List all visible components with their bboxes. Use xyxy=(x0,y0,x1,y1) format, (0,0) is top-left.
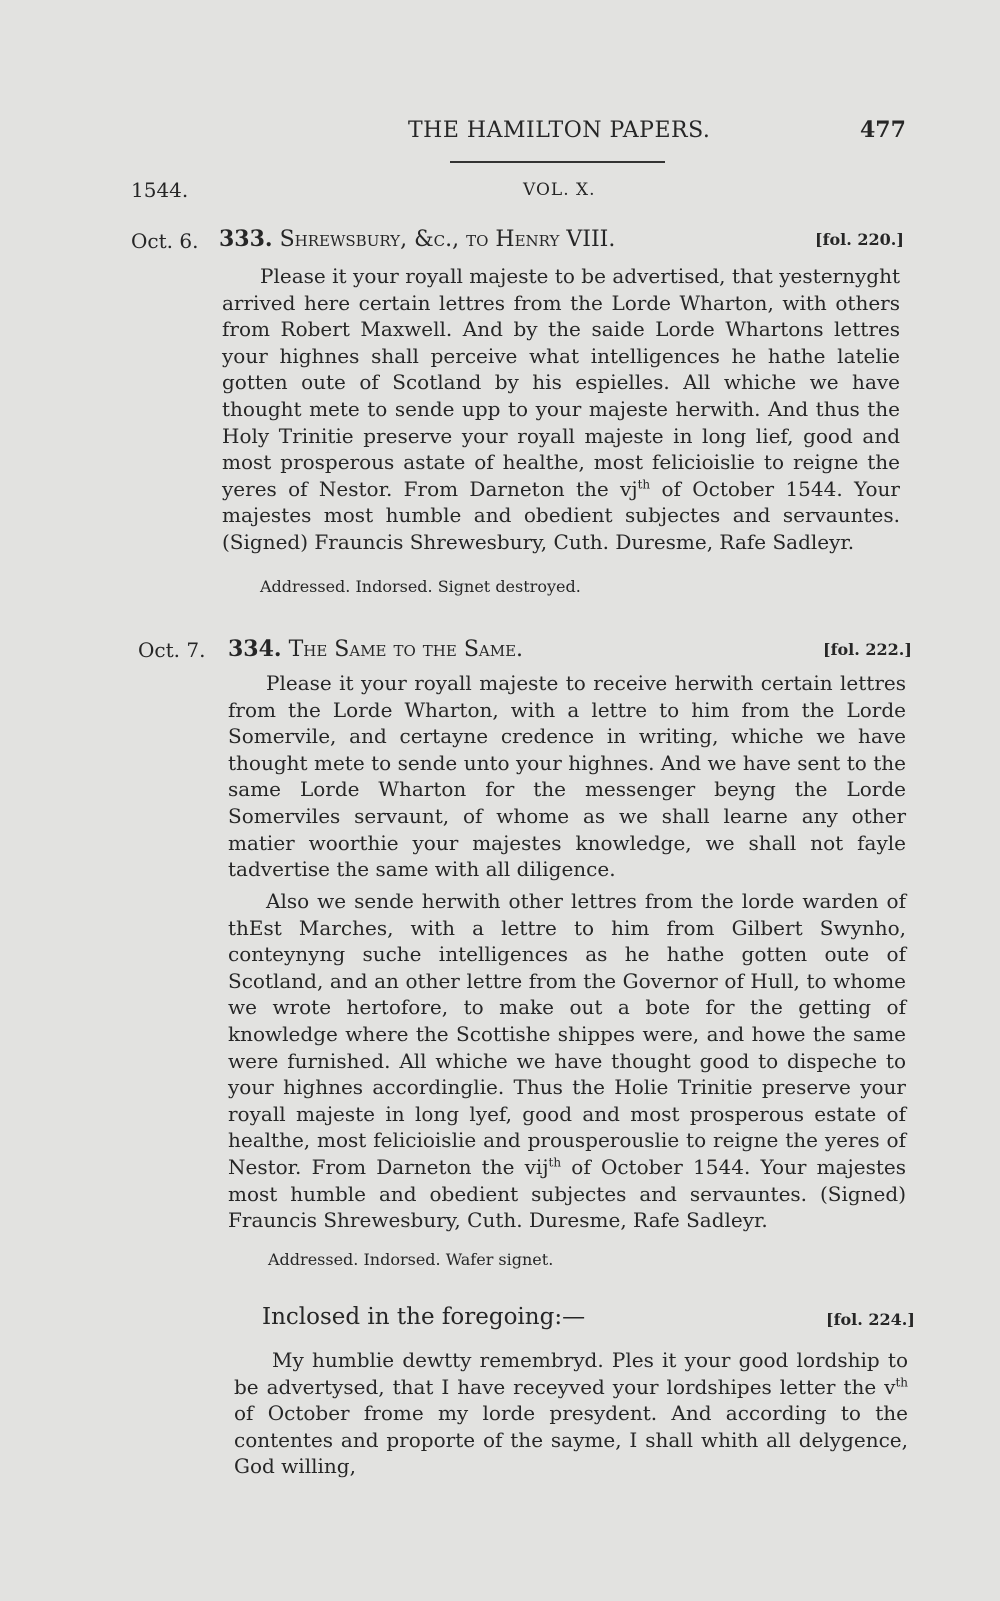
entry-heading xyxy=(219,226,615,252)
letter-paragraph: My humblie dewtty remembryd. Ples it your good lordship to be advertysed, that I have receyved your lordshipes letter the $v^{th}$ of October frome my lorde presydent. And according to the contentes and proporte of the sayme, I shall whith all delygence, God willing, xyxy=(234,1348,908,1479)
entry-title: The Same to the Same. xyxy=(288,637,524,662)
folio-reference: [fol. 222.] xyxy=(823,640,912,659)
entry-number: 334. xyxy=(228,636,282,662)
entry-date: Oct. 7. xyxy=(138,638,206,662)
volume-label: VOL. X. xyxy=(523,180,596,200)
letter-paragraph: Also we sende herwith other lettres from the lorde warden of thEst Marches, with a lettre to him from Gilbert Swynho, conteynyng suche intelligences as he hathe gotten oute of Scotland, and an other lettre from the Governor of Hull, to whome we wrote hertofore, to make out a bote for the getting of knowledge where the Scottishe shippes were, and howe the same were furnished. All whiche we have thought good to dispeche to your highnes accordinglie. Thus the Holie Trinitie preserve your royall majeste in long lyef, good and most prosperous estate of healthe, most felicioislie and prousperouslie to reigne the yeres of Nestor. From Darneton the vij$^{th}$ of October 1544. Your majestes most humble and obedient subjectes and servauntes. (Signed) Frauncis Shrewesbury, Cuth. Duresme, Rafe Sadleyr. xyxy=(228,889,906,1233)
letter-paragraph: Please it your royall majeste to receive herwith certain lettres from the Lorde Wharton, with a lettre to him from the Lorde Somervile, and certayne credence in writing, whiche we have thought mete to sende unto your highnes. And we have sent to the same Lorde Wharton for the messenger beyng the Lorde Somerviles servaunt, of whome as we shall learne any other matier woorthie your majestes knowledge, we shall not fayle tadvertise the same with all diligence. xyxy=(228,671,906,882)
entry-title: Shrewsbury, &c., to Henry VIII. xyxy=(279,227,616,252)
folio-reference: [fol. 224.] xyxy=(826,1310,915,1329)
letter-paragraph: Please it your royall majeste to be advertised, that yesternyght arrived here certain lettres from the Lorde Wharton, with others from Robert Maxwell. And by the saide Lorde Whartons lettres your highnes shall perceive what intelligences he hathe latelie gotten oute of Scotland by his espielles. All whiche we have thought mete to sende upp to your majeste herwith. And thus the Holy Trinitie preserve your royall majeste in long lief, good and most prosperous astate of healthe, most felicioislie to reigne the yeres of Nestor. From Darneton the $vj^{th}$ of October 1544. Your majestes most humble and obedient subjectes and servauntes. (Signed) Frauncis Shrewesbury, Cuth. Duresme, Rafe Sadleyr. xyxy=(222,264,900,554)
running-title: THE HAMILTON PAPERS. xyxy=(408,118,711,143)
endorsement-note: Addressed. Indorsed. Signet destroyed. xyxy=(260,577,581,596)
page-number: 477 xyxy=(860,117,906,143)
title-rule xyxy=(450,161,665,163)
folio-reference: [fol. 220.] xyxy=(815,230,904,249)
year-label: 1544. xyxy=(131,178,189,202)
enclosure-title: Inclosed in the foregoing:— xyxy=(262,1304,586,1330)
entry-date: Oct. 6. xyxy=(131,229,199,253)
entry-number: 333. xyxy=(219,226,273,252)
endorsement-note: Addressed. Indorsed. Wafer signet. xyxy=(268,1250,554,1269)
entry-heading xyxy=(228,636,523,662)
